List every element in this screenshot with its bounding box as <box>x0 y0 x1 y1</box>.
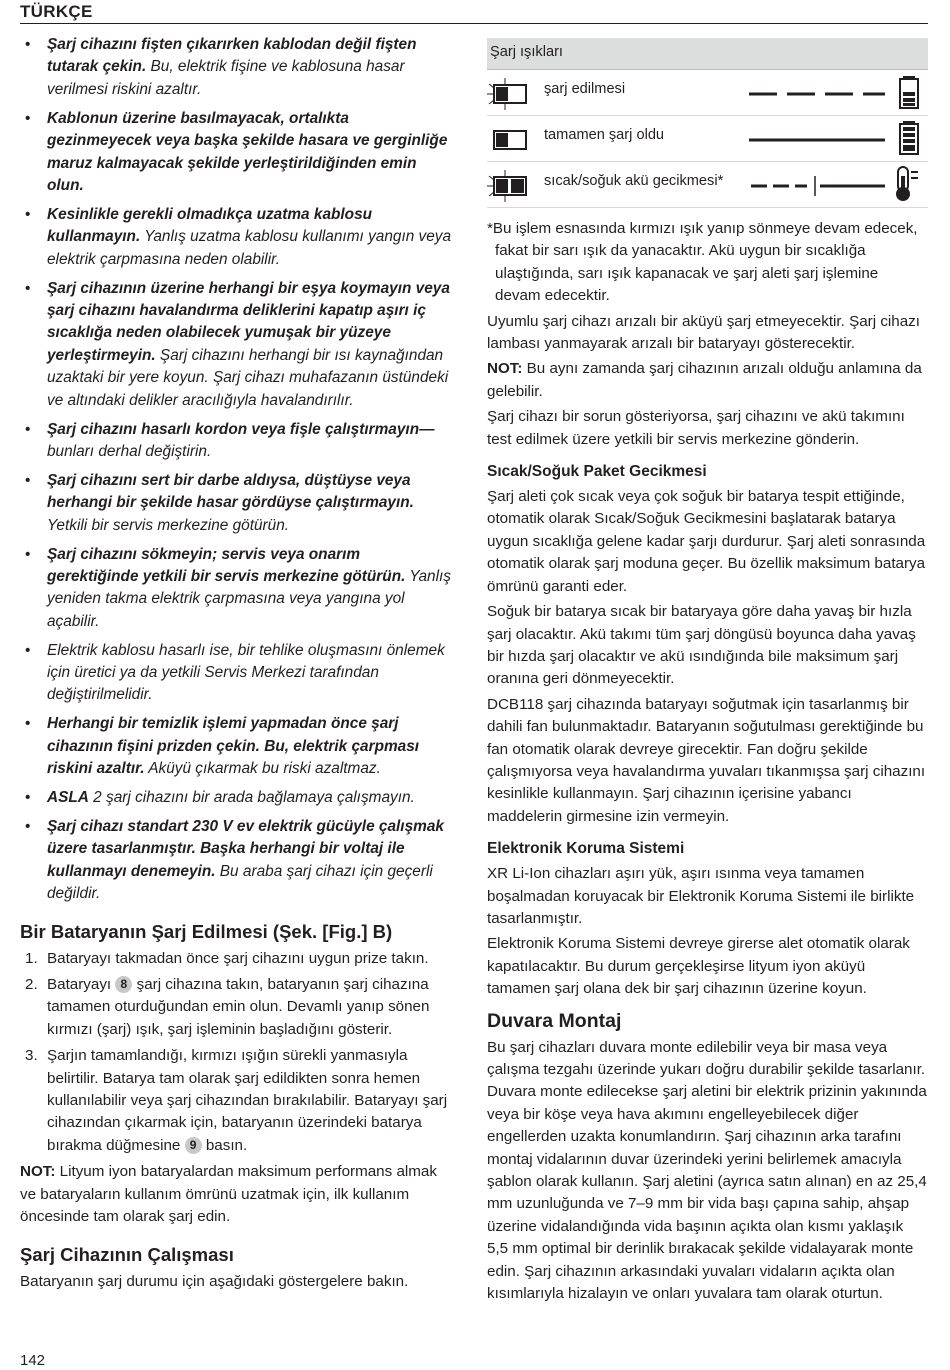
safety-bullet <box>20 278 455 412</box>
wall-mount-heading: Duvara Montaj <box>487 1009 622 1032</box>
note-label: NOT: <box>20 1163 56 1181</box>
callout-badge: 9 <box>185 1137 202 1154</box>
right-column <box>487 38 928 1308</box>
problem-text: Şarj cihazı bir sorun gösteriyorsa, şarj cihazını ve akü takımını test edilmek üzere yetkili bir servis merkezine gönderin. <box>487 408 905 448</box>
bullet-italic-text: Şarj cihazını herhangi bir ısı kaynağından uzaktaki bir yere koyun. Şarj cihazı muhafazanın üstündeki ve altındaki delikler aracılığıyla havalandırılır. <box>47 346 449 409</box>
step-number: 1. <box>25 949 38 967</box>
row-label: sıcak/soğuk akü gecikmesi* <box>544 173 724 189</box>
table-row <box>487 116 928 162</box>
bullet-dot: • <box>25 205 31 223</box>
safety-bullet <box>20 470 455 537</box>
bullet-bold-text: Kablonun üzerine basılmayacak, ortalıkta gezinmeyecek veya başka şekilde hasara ve gerginliğe maruz kalmayacak şekilde yerleştirildiğinden emin olun. <box>47 109 448 194</box>
battery-charging-icon <box>900 76 918 108</box>
bullet-bold-text: Şarj cihazının üzerine herhangi bir eşya koymayın veya şarj cihazını havalandırma deliklerini kapatıp aşırı iç sıcaklığa neden olabilecek yumuşak bir yüzeye yerleştirmeyin. <box>47 279 450 364</box>
language-label: TÜRKÇE <box>20 2 93 21</box>
safety-bullet <box>20 640 455 707</box>
safety-bullet <box>20 816 455 906</box>
safety-bullet <box>20 34 455 101</box>
bullet-italic-text: bunları derhal değiştirin. <box>47 442 212 460</box>
safety-bullet <box>20 713 455 780</box>
bullet-bold-text: Herhangi bir temizlik işlemi yapmadan önce şarj cihazının fişini prizden çekin. Bu, elektrik çarpması riskini azaltır. <box>47 715 420 778</box>
charging-step <box>20 1045 455 1157</box>
hot-cold-p1: Şarj aleti çok sıcak veya çok soğuk bir batarya tespit ettiğinde, otomatik olarak Sıcak/Soğuk Gecikmesini başlatarak batarya uygun sıcaklığa gelene kadar şarjı durdurur. Şarj aleti sonrasında otomatik olarak şarj moduna geçer. Bu özellik maksimum batarya ömrünü garanti eder. <box>487 488 926 595</box>
callout-badge: 8 <box>115 976 132 993</box>
hot-cold-p2: Soğuk bir batarya sıcak bir bataryaya göre daha yavaş bir hızla şarj olacaktır. Akü takımı tüm şarj döngüsü boyunca daha yavaş bir hızda şarj olacaktır ve akü ısındığında bile maksimum şarj oranına geri dönmeyecektir. <box>487 603 916 688</box>
protection-p2: Elektronik Koruma Sistemi devreye girerse alet otomatik olarak kapatılacaktır. Bu durum gerçekleşirse lityum iyon aküyü tamamen şarj olana dek bir şarj cihazının üzerine koyun. <box>487 935 910 998</box>
safety-bullet <box>20 204 455 271</box>
bullet-italic-text: Yetkili bir servis merkezine götürün. <box>47 516 290 534</box>
bullet-italic-text: Yanlış yeniden takma elektrik çarpmasına veya yangına yol açabilir. <box>47 567 452 630</box>
safety-bullet <box>20 419 455 464</box>
step-text: Şarjın tamamlandığı, kırmızı ışığın sürekli yanmasıyla belirtilir. Batarya tam olarak şarj edildikten sonra hemen kullanılabilir veya şarj cihazından bırakılabilir. Bataryayı şarj cihazından çıkarmak için, bataryanın üzerindeki batarya bırakma düğmesine <box>47 1047 448 1154</box>
charging-note <box>20 1161 455 1228</box>
step-text: Bataryayı takmadan önce şarj cihazını uygun prize takın. <box>47 949 429 967</box>
bullet-dot: • <box>25 471 31 489</box>
safety-bullet-list <box>20 34 455 906</box>
wall-mount-text: Bu şarj cihazları duvara monte edilebilir veya bir masa veya çalışma tezgahı üzerinde yukarı doğru durabilir şekilde tasarlanır. Duvara monte edilecekse şarj aletini bir elektrik prizinin yakınında veya bir köşe veya hava akımını engelleyebilecek diğer engellerden uzakta konumlandırın. Şarj cihazının arka tarafını montaj vidalarının duvar üzerindeki yerini belirlemek amacıyla şablon olarak kullanın. Şarj aletini (ayrıca satın alınan) en az 25,4 mm uzunluğunda ve 7–9 mm bir vida başı çapına sahip, ahşap üzerine vidalandığında vida başının açıkta olan kısmı yaklaşık 5,5 mm optimal bir derinlik bırakacak şekilde vidalayarak monte edin. Şarj cihazının arkasındaki yuvaları vidaların açıkta olan kısımlarıyla hizalayın ve onları yuvalara tam olarak oturtun. <box>487 1038 927 1303</box>
operation-text: Bataryanın şarj durumu için aşağıdaki göstergelere bakın. <box>20 1272 409 1290</box>
bullet-dot: • <box>25 279 31 297</box>
bullet-italic-text: 2 şarj cihazını bir arada bağlamaya çalışmayın. <box>88 789 415 807</box>
bullet-bold-text: Kesinlikle gerekli olmadıkça uzatma kablosu kullanmayın. <box>47 205 373 246</box>
step-text-cont: basın. <box>201 1136 248 1154</box>
step-text-cont: şarj cihazına takın, bataryanın şarj cihazına tamamen oturduğundan emin olun. Devamlı yanıp sönen kırmızı (şarj) ışık, şarj işleminin başladığını gösterir. <box>47 976 430 1038</box>
charging-step <box>20 948 455 970</box>
row-label: şarj edilmesi <box>544 81 626 97</box>
note-text: Lityum iyon bataryalardan maksimum performans almak ve bataryaların kullanım ömrünü uzatmak için, ilk kullanım öncesinde tam olarak şarj edin. <box>20 1163 437 1226</box>
charging-step <box>20 974 455 1041</box>
left-column <box>20 34 455 1296</box>
safety-bullet <box>20 108 455 198</box>
charging-heading: Bir Bataryanın Şarj Edilmesi (Şek. [Fig.] B) <box>20 920 393 942</box>
bullet-bold-text: Şarj cihazı standart 230 V ev elektrik gücüyle çalışmak üzere tasarlanmıştır. Başka herhangi bir voltaj ile kullanmayı denemeyin. <box>47 818 444 880</box>
hot-cold-p3: DCB118 şarj cihazında bataryayı soğutmak için tasarlanmış bir dahili fan bulunmaktadır. Bataryanın soğutulması gerektiğinde bu fan otomatik olarak devreye girecektir. Fan doğru şekilde çalışmıyorsa veya havalandırma yuvaları tıkanmışsa şarj cihazını kesinlikle kullanmayın. Şarj cihazının içerisine yabancı maddelerin girmesine izin vermeyin. <box>487 695 926 825</box>
bullet-bold-text: Şarj cihazını hasarlı kordon veya fişle çalıştırmayın— <box>47 420 435 438</box>
table-title: Şarj ışıkları <box>490 44 563 60</box>
protection-p1: XR Li-Ion cihazları aşırı yük, aşırı ısınma veya tamamen boşalmadan koruyacak bir Elektronik Koruma Sistemi ile birlikte tasarlanmıştır. <box>487 865 915 927</box>
bullet-italic-text: Yanlış uzatma kablosu kullanımı yangın veya elektrik çarpmasına neden olabilir. <box>47 228 452 268</box>
bullet-dot: • <box>25 789 31 807</box>
bullet-dot: • <box>25 641 31 659</box>
bullet-dot: • <box>25 818 31 835</box>
note-label: NOT: <box>487 360 523 378</box>
bullet-bold-text: Şarj cihazını fişten çıkarırken kablodan değil fişten tutarak çekin. <box>47 36 417 76</box>
hot-cold-heading: Sıcak/Soğuk Paket Gecikmesi <box>487 463 707 481</box>
step-text: Bataryayı <box>47 976 116 994</box>
page-number: 142 <box>20 1352 46 1369</box>
bullet-dot: • <box>25 36 31 53</box>
operation-heading: Şarj Cihazının Çalışması <box>20 1243 234 1265</box>
bullet-dot: • <box>25 545 31 563</box>
table-row <box>487 162 928 208</box>
bullet-italic-text: Bu araba şarj cihazı için geçerli değildir. <box>47 862 433 903</box>
note-text: Bu aynı zamanda şarj cihazının arızalı olduğu anlamına da gelebilir. <box>487 360 922 400</box>
safety-bullet <box>20 787 455 809</box>
safety-bullet <box>20 544 455 634</box>
table-title-row <box>487 38 928 70</box>
battery-full-icon <box>900 121 918 154</box>
bullet-dot: • <box>25 109 31 127</box>
step-number: 2. <box>25 976 38 994</box>
asterisk-note: *Bu işlem esnasında kırmızı ışık yanıp sönmeye devam edecek, fakat bir sarı ışık da yanacaktır. Akü uygun bir sıcaklığa ulaştığında, sarı ışık kapanacak ve şarj aleti şarj işlemine devam edecektir. <box>487 220 918 305</box>
step-number: 3. <box>25 1047 38 1065</box>
charging-steps <box>20 948 455 1158</box>
row-label: tamamen şarj oldu <box>544 127 665 143</box>
charge-lights-table <box>487 38 928 208</box>
bullet-dot: • <box>25 420 31 438</box>
bullet-italic-text: Elektrik kablosu hasarlı ise, bir tehlike oluşmasını önlemek için üretici ya da yetkili Servis Merkezi tarafından değiştirilmelidir. <box>47 641 445 704</box>
bullet-bold-text: Şarj cihazını sökmeyin; servis veya onarım gerektiğinde yetkili bir servis merkezine götürün. <box>47 545 406 585</box>
bullet-bold-text: ASLA <box>47 789 89 807</box>
protection-heading: Elektronik Koruma Sistemi <box>487 840 685 858</box>
table-row <box>487 70 928 116</box>
faulty-battery-text: Uyumlu şarj cihazı arızalı bir aküyü şarj etmeyecektir. Şarj cihazı lambası yanmayarak arızalı bir bataryayı gösterecektir. <box>487 312 920 353</box>
bullet-dot: • <box>25 715 31 733</box>
bullet-italic-text: Bu, elektrik fişine ve kablosuna hasar verilmesi riskini azaltır. <box>47 58 405 98</box>
bullet-italic-text: Aküyü çıkarmak bu riski azaltmaz. <box>144 760 381 778</box>
bullet-bold-text: Şarj cihazını sert bir darbe aldıysa, düştüyse veya herhangi bir şekilde hasar gördüyse çalıştırmayın. <box>47 471 414 512</box>
page-header <box>20 0 928 24</box>
thermometer-icon <box>896 167 918 201</box>
right-note <box>487 358 928 403</box>
